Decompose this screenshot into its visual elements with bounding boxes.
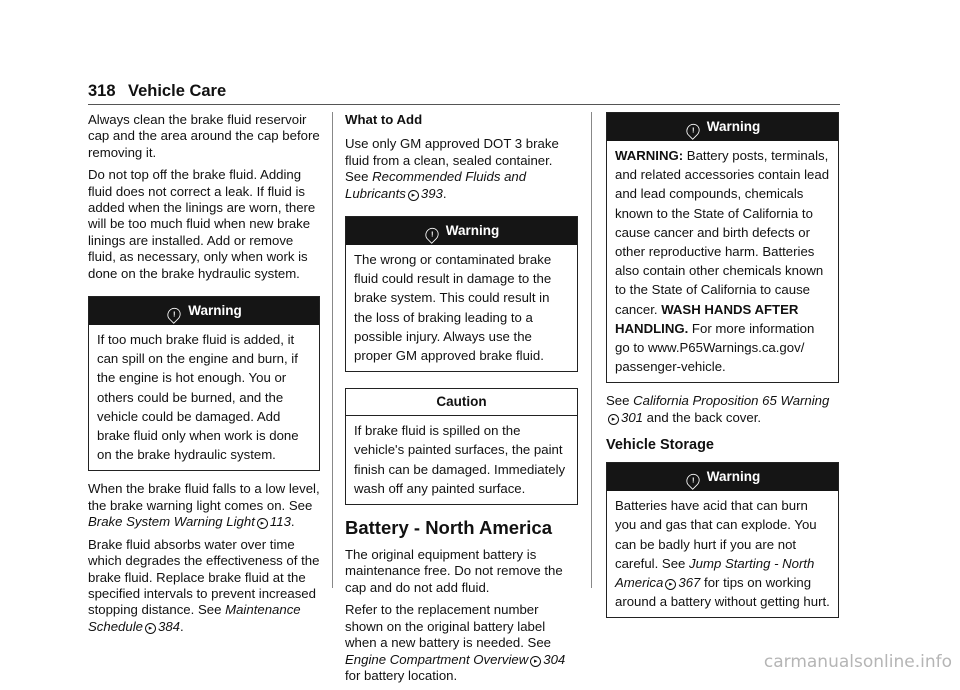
page-reference-icon: [145, 623, 156, 634]
warning-icon: !: [165, 305, 184, 324]
cross-reference-link[interactable]: Engine Compartment Overview: [345, 651, 529, 667]
warning-box: [606, 112, 839, 383]
paragraph: Do not top off the brake fluid. Adding fluid does not correct a leak. If fluid is added when the linings are worn, there will be too much fluid when new brake linings are installed. Add or remove fluid, as necessary, only when work is done on the brake hydraulic system.: [88, 167, 316, 281]
page-reference[interactable]: 384: [158, 618, 181, 634]
paragraph: Refer to the replacement number shown on the original battery label when a new battery is needed. See Engine Compartment Overview▸ 304 for battery location.: [345, 602, 578, 684]
warning-icon: !: [683, 471, 702, 490]
page-reference-icon: [608, 414, 619, 425]
warning-title: Warning: [445, 223, 500, 239]
warning-icon: !: [683, 121, 702, 140]
section-title: Vehicle Care: [128, 82, 227, 100]
warning-box: [606, 462, 839, 618]
paragraph: Always clean the brake fluid reservoir cap and the area around the cap before removing it.: [88, 112, 320, 160]
section-heading: Vehicle Storage: [606, 437, 714, 454]
warning-text: If too much brake fluid is added, it can spill on the engine and burn, if the engine is hot enough. You or others could be burned, and the vehicle could be damaged. Add brake fluid only when work is done on the brake hydraulic system.: [97, 332, 299, 463]
paragraph: When the brake fluid falls to a low level, the brake warning light comes on. See Brake System Warning Light▸ 113.: [88, 481, 320, 530]
warning-title: Warning: [188, 303, 242, 319]
warning-header: [346, 217, 577, 245]
page-number: 318: [88, 82, 116, 100]
warning-emphasis: WASH HANDS AFTER HANDLING.: [615, 301, 799, 336]
page-reference-icon: [408, 190, 419, 201]
cross-reference-link[interactable]: Jump Starting - North America: [615, 555, 815, 591]
cross-reference-link[interactable]: Recommended Fluids and Lubricants: [345, 169, 527, 201]
paragraph: The original equipment battery is maintenance free. Do not remove the cap and do not add fluid.: [345, 547, 563, 595]
caution-box: [345, 388, 578, 505]
column-2: [345, 112, 578, 690]
column-divider: [332, 112, 333, 588]
column-divider: [591, 112, 592, 588]
page-reference[interactable]: 301: [621, 409, 644, 425]
page-reference-icon: [257, 518, 268, 529]
warning-icon: !: [422, 225, 441, 244]
warning-title: Warning: [706, 469, 761, 485]
watermark: carmanualsonline.info: [763, 652, 952, 672]
cross-reference-link[interactable]: California Proposition 65 Warning: [633, 393, 830, 409]
column-1: [88, 112, 320, 641]
warning-text: WARNING: Battery posts, terminals, and related accessories contain lead and lead compounds, chemicals known to the State of California to cause cancer and birth defects or other reproductive harm. Batteries also contain other chemicals known to the State of California to cause cancer. WASH HANDS AFTER HANDLING. For more information go to www.P65Warnings.ca.gov/ passenger-vehicle.: [615, 148, 830, 375]
page-reference[interactable]: 393: [420, 185, 443, 201]
cross-reference-link[interactable]: Brake System Warning Light: [88, 514, 255, 530]
warning-header: [89, 297, 319, 325]
page-reference[interactable]: 367: [678, 575, 701, 591]
warning-text: The wrong or contaminated brake fluid could result in damage to the brake system. This could result in the loss of braking leading to a possible injury. Always use the proper GM approved brake fluid.: [354, 252, 552, 364]
warning-header: [607, 113, 838, 141]
caution-title: Caution: [346, 389, 577, 416]
warning-header: [607, 463, 838, 491]
paragraph: See California Proposition 65 Warning▸301 and the back cover.: [606, 393, 839, 426]
caution-text: If brake fluid is spilled on the vehicle's painted surfaces, the paint finish can be damaged. Immediately wash off any painted surface.: [354, 423, 566, 496]
page-header: [88, 82, 840, 104]
header-divider: [88, 104, 840, 105]
warning-box: [345, 216, 578, 372]
warning-text: Batteries have acid that can burn you and gas that can explode. You can be badly hurt if you are not careful. See Jump Starting - North America▸ 367 for tips on working around a battery without getting hurt.: [607, 491, 838, 617]
warning-title: Warning: [706, 119, 761, 134]
warning-lead: WARNING:: [615, 148, 684, 163]
column-3: [606, 112, 839, 628]
paragraph: Use only GM approved DOT 3 brake fluid from a clean, sealed container. See Recommended Fluids and Lubricants▸ 393.: [345, 136, 578, 202]
page-reference-icon: [665, 579, 676, 590]
subheading: What to Add: [345, 112, 423, 127]
paragraph: Brake fluid absorbs water over time which degrades the effectiveness of the brake fluid. Replace brake fluid at the specified intervals to prevent increased stopping distance. See Maintenance Schedule▸ 384.: [88, 537, 320, 635]
section-heading: Battery - North America: [345, 517, 552, 539]
page-reference-icon: [530, 656, 541, 667]
page-reference[interactable]: 304: [543, 651, 566, 667]
warning-box: [88, 296, 320, 471]
page-reference[interactable]: 113: [269, 514, 291, 530]
cross-reference-link[interactable]: Maintenance Schedule: [88, 602, 301, 634]
